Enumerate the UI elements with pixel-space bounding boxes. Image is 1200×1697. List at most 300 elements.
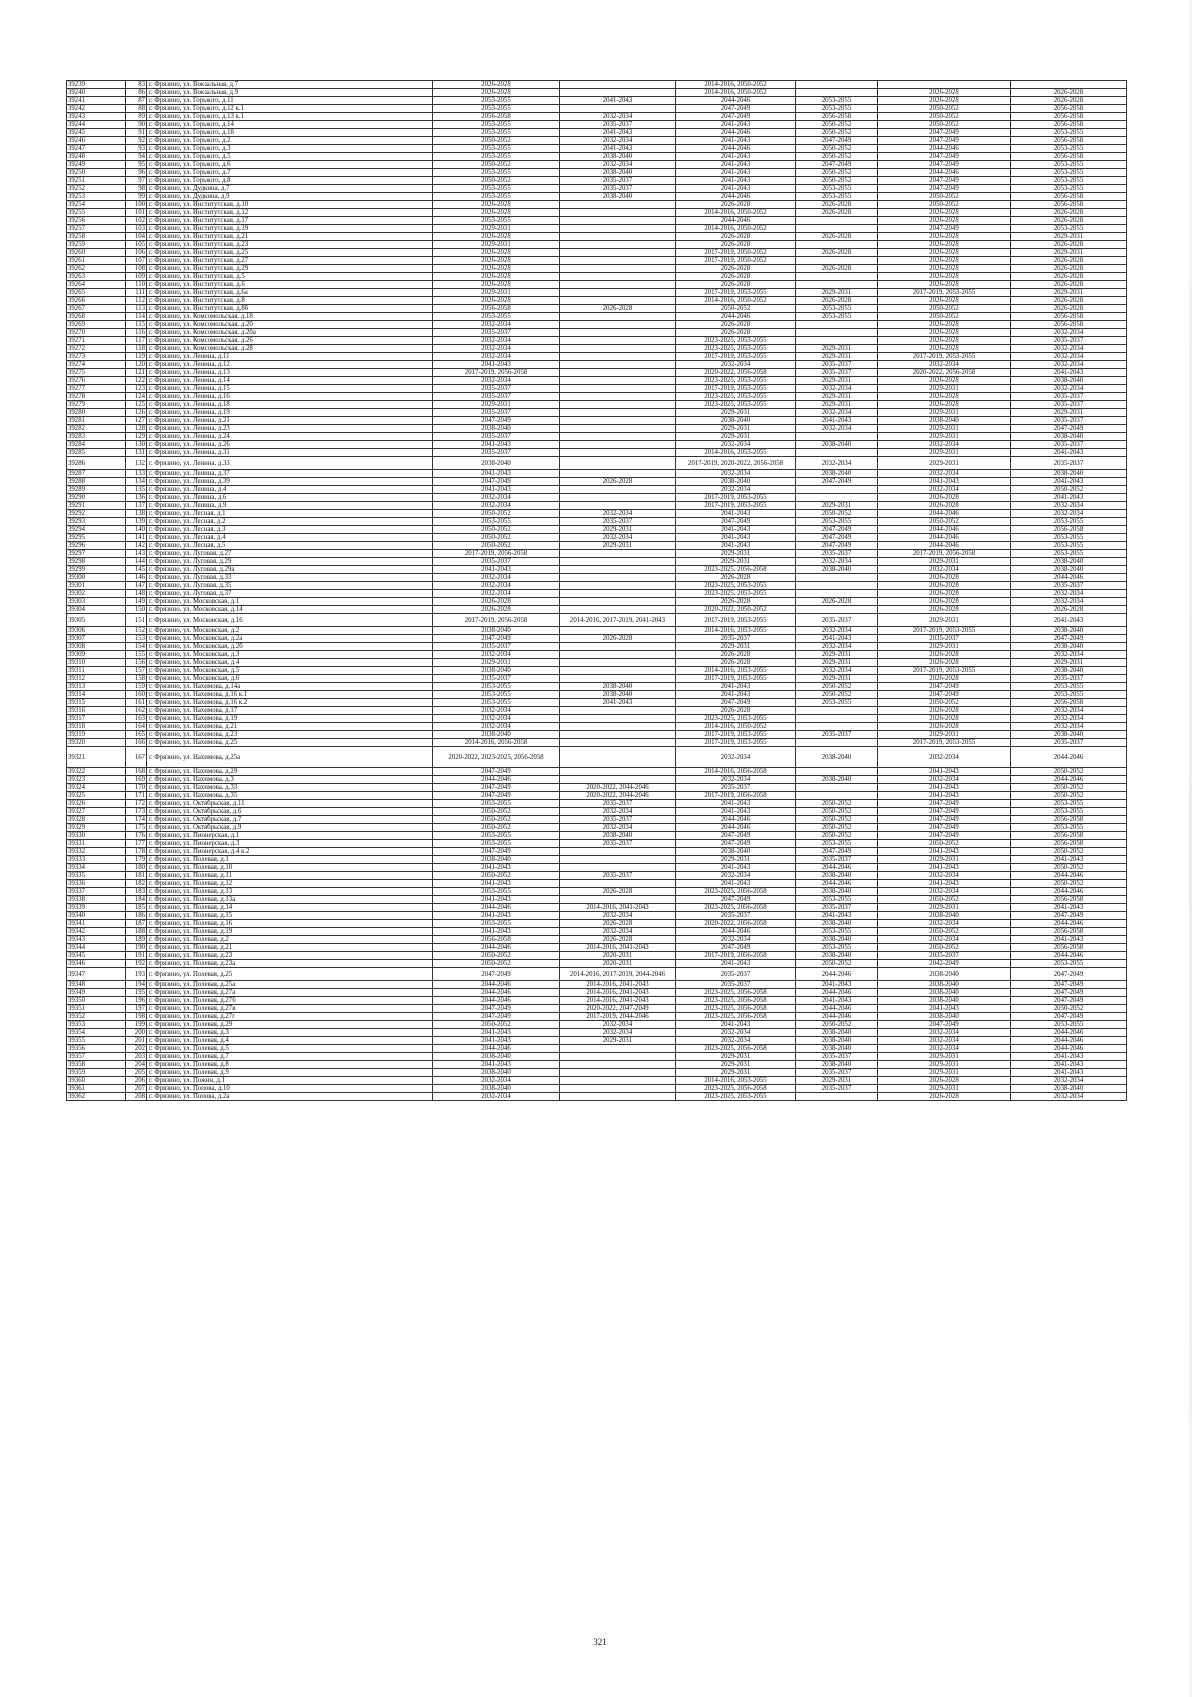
period-3-cell: 2041-2043	[676, 153, 796, 161]
row-id-cell: 39265	[67, 289, 126, 297]
period-2-cell: 2014-2016, 2017-2019, 2041-2043	[560, 614, 676, 627]
period-6-cell: 2035-2037	[1011, 457, 1127, 470]
table-row	[67, 329, 1127, 337]
period-1-cell: 2035-2037	[433, 449, 560, 457]
period-2-cell: 2035-2037	[560, 185, 676, 193]
period-6-cell: 2053-2055	[1011, 169, 1127, 177]
row-number-cell: 90	[126, 121, 147, 129]
period-3-cell: 2047-2049	[676, 832, 796, 840]
address-cell: г. Фрязино, ул. Ленина, д.9	[147, 502, 433, 510]
period-1-cell: 2041-2043	[433, 566, 560, 574]
period-2-cell	[560, 321, 676, 329]
period-5-cell: 2047-2049	[878, 129, 1011, 137]
period-2-cell: 2029-2031	[560, 542, 676, 550]
address-cell: г. Фрязино, ул. Комсомольская, д.18	[147, 313, 433, 321]
row-number-cell: 106	[126, 249, 147, 257]
period-5-cell: 2047-2049	[878, 1021, 1011, 1029]
period-1-cell: 2038-2040	[433, 856, 560, 864]
period-3-cell: 2020-2022, 2056-2058	[676, 369, 796, 377]
period-1-cell: 2047-2049	[433, 417, 560, 425]
period-1-cell: 2050-2052	[433, 137, 560, 145]
period-1-cell: 2050-2052	[433, 952, 560, 960]
period-4-cell: 2053-2055	[796, 313, 878, 321]
period-4-cell: 2044-2046	[796, 1013, 878, 1021]
period-1-cell: 2032-2034	[433, 1077, 560, 1085]
table-row	[67, 1053, 1127, 1061]
period-4-cell	[796, 707, 878, 715]
table-row	[67, 952, 1127, 960]
period-6-cell: 2032-2034	[1011, 1093, 1127, 1101]
row-id-cell: 39239	[67, 81, 126, 89]
period-6-cell: 2032-2034	[1011, 707, 1127, 715]
period-6-cell: 2035-2037	[1011, 401, 1127, 409]
period-4-cell: 2038-2040	[796, 888, 878, 896]
period-5-cell: 2029-2031	[878, 614, 1011, 627]
period-1-cell: 2053-2055	[433, 691, 560, 699]
row-id-cell: 39330	[67, 832, 126, 840]
row-id-cell: 39346	[67, 960, 126, 968]
period-3-cell: 2023-2025, 2056-2058	[676, 1045, 796, 1053]
row-id-cell: 39294	[67, 526, 126, 534]
period-3-cell: 2017-2019, 2053-2055	[676, 731, 796, 739]
row-id-cell: 39273	[67, 353, 126, 361]
period-6-cell: 2044-2046	[1011, 776, 1127, 784]
table-row	[67, 177, 1127, 185]
row-number-cell: 139	[126, 518, 147, 526]
table-row	[67, 667, 1127, 675]
table-row	[67, 1085, 1127, 1093]
row-number-cell: 137	[126, 502, 147, 510]
table-row	[67, 113, 1127, 121]
address-cell: г. Фрязино, ул. Полевая, д.1	[147, 856, 433, 864]
table-row	[67, 129, 1127, 137]
period-5-cell: 2047-2049	[878, 137, 1011, 145]
period-3-cell: 2032-2034	[676, 872, 796, 880]
period-6-cell: 2038-2040	[1011, 377, 1127, 385]
period-5-cell: 2032-2034	[878, 1029, 1011, 1037]
row-number-cell: 114	[126, 313, 147, 321]
row-id-cell: 39285	[67, 449, 126, 457]
period-2-cell: 2032-2034	[560, 113, 676, 121]
period-2-cell: 2035-2037	[560, 840, 676, 848]
row-id-cell: 39248	[67, 153, 126, 161]
period-2-cell	[560, 401, 676, 409]
period-6-cell: 2032-2034	[1011, 353, 1127, 361]
table-row	[67, 425, 1127, 433]
row-number-cell: 86	[126, 89, 147, 97]
row-id-cell: 39286	[67, 457, 126, 470]
period-6-cell: 2056-2058	[1011, 840, 1127, 848]
period-6-cell: 2056-2058	[1011, 137, 1127, 145]
period-4-cell: 2032-2034	[796, 425, 878, 433]
period-5-cell: 2026-2028	[878, 401, 1011, 409]
period-5-cell: 2026-2028	[878, 494, 1011, 502]
period-6-cell: 2047-2049	[1011, 912, 1127, 920]
table-row	[67, 768, 1127, 776]
address-cell: г. Фрязино, ул. Нахимова, д.35	[147, 792, 433, 800]
period-2-cell: 2026-2028	[560, 478, 676, 486]
period-4-cell: 2041-2043	[796, 417, 878, 425]
period-3-cell: 2017-2019, 2050-2052	[676, 249, 796, 257]
period-1-cell: 2026-2028	[433, 249, 560, 257]
table-row	[67, 675, 1127, 683]
row-number-cell: 154	[126, 643, 147, 651]
period-4-cell: 2032-2034	[796, 558, 878, 566]
period-5-cell: 2032-2034	[878, 566, 1011, 574]
period-1-cell: 2041-2043	[433, 1061, 560, 1069]
period-3-cell: 2026-2028	[676, 241, 796, 249]
period-1-cell: 2050-2052	[433, 542, 560, 550]
period-2-cell	[560, 550, 676, 558]
table-row	[67, 89, 1127, 97]
address-cell: г. Фрязино, ул. Ленина, д.19	[147, 409, 433, 417]
period-6-cell: 2035-2037	[1011, 337, 1127, 345]
period-3-cell: 2017-2019, 2053-2055	[676, 614, 796, 627]
row-id-cell: 39312	[67, 675, 126, 683]
period-5-cell: 2020-2022, 2056-2058	[878, 369, 1011, 377]
row-id-cell: 39315	[67, 699, 126, 707]
period-4-cell: 2038-2040	[796, 1037, 878, 1045]
row-id-cell: 39306	[67, 627, 126, 635]
period-1-cell: 2038-2040	[433, 457, 560, 470]
row-number-cell: 87	[126, 97, 147, 105]
period-2-cell	[560, 566, 676, 574]
period-1-cell: 2035-2037	[433, 329, 560, 337]
address-cell: г. Фрязино, ул. Институтская, д.27	[147, 257, 433, 265]
period-4-cell: 2053-2055	[796, 840, 878, 848]
period-4-cell: 2035-2037	[796, 1069, 878, 1077]
period-2-cell	[560, 1093, 676, 1101]
row-number-cell: 96	[126, 169, 147, 177]
period-6-cell: 2056-2058	[1011, 193, 1127, 201]
row-number-cell: 202	[126, 1045, 147, 1053]
table-row	[67, 337, 1127, 345]
period-3-cell: 2017-2019, 2020-2022, 2056-2058	[676, 457, 796, 470]
address-cell: г. Фрязино, ул. Пожин, д.1	[147, 1077, 433, 1085]
period-4-cell: 2032-2034	[796, 667, 878, 675]
row-id-cell: 39261	[67, 257, 126, 265]
period-3-cell: 2026-2028	[676, 707, 796, 715]
address-cell: г. Фрязино, ул. Ленина, д.13	[147, 369, 433, 377]
period-4-cell: 2050-2052	[796, 121, 878, 129]
period-6-cell: 2056-2058	[1011, 321, 1127, 329]
period-1-cell: 2056-2058	[433, 113, 560, 121]
address-cell: г. Фрязино, ул. Институтская, д.25	[147, 249, 433, 257]
period-1-cell: 2032-2034	[433, 337, 560, 345]
row-number-cell: 117	[126, 337, 147, 345]
period-6-cell: 2041-2043	[1011, 449, 1127, 457]
address-cell: г. Фрязино, ул. Полевая, д.27а	[147, 989, 433, 997]
row-number-cell: 103	[126, 225, 147, 233]
period-1-cell: 2038-2040	[433, 425, 560, 433]
period-3-cell: 2014-2016, 2050-2052	[676, 209, 796, 217]
period-2-cell	[560, 574, 676, 582]
table-row	[67, 816, 1127, 824]
period-4-cell	[796, 281, 878, 289]
table-row	[67, 321, 1127, 329]
row-id-cell: 39252	[67, 185, 126, 193]
period-6-cell: 2032-2034	[1011, 361, 1127, 369]
period-2-cell	[560, 776, 676, 784]
period-2-cell	[560, 361, 676, 369]
row-id-cell: 39251	[67, 177, 126, 185]
period-3-cell: 2017-2019, 2053-2055	[676, 353, 796, 361]
period-4-cell: 2035-2037	[796, 904, 878, 912]
address-cell: г. Фрязино, ул. Институтская, д.6	[147, 281, 433, 289]
table-row	[67, 345, 1127, 353]
row-id-cell: 39316	[67, 707, 126, 715]
period-3-cell: 2026-2028	[676, 265, 796, 273]
scan-edge-artifact	[1189, 0, 1192, 1697]
address-cell: г. Фрязино, ул. Полевая, д.16	[147, 920, 433, 928]
row-id-cell: 39322	[67, 768, 126, 776]
period-4-cell: 2047-2049	[796, 526, 878, 534]
period-1-cell: 2035-2037	[433, 393, 560, 401]
period-5-cell: 2041-2043	[878, 768, 1011, 776]
period-6-cell: 2026-2028	[1011, 281, 1127, 289]
period-1-cell: 2026-2028	[433, 257, 560, 265]
address-cell: г. Фрязино, ул. Луговая, д.27	[147, 550, 433, 558]
row-id-cell: 39288	[67, 478, 126, 486]
table-row	[67, 1037, 1127, 1045]
period-2-cell	[560, 582, 676, 590]
period-1-cell: 2029-2031	[433, 659, 560, 667]
address-cell: г. Фрязино, ул. Полевая, д.15	[147, 912, 433, 920]
period-5-cell: 2032-2034	[878, 920, 1011, 928]
period-6-cell: 2032-2034	[1011, 651, 1127, 659]
period-5-cell: 2017-2019, 2053-2055	[878, 739, 1011, 747]
period-6-cell: 2044-2046	[1011, 1029, 1127, 1037]
period-2-cell: 2032-2034	[560, 137, 676, 145]
period-5-cell: 2029-2031	[878, 425, 1011, 433]
period-4-cell: 2032-2034	[796, 643, 878, 651]
period-2-cell	[560, 297, 676, 305]
row-number-cell: 92	[126, 137, 147, 145]
period-6-cell: 2056-2058	[1011, 816, 1127, 824]
period-3-cell: 2032-2034	[676, 776, 796, 784]
period-1-cell: 2044-2046	[433, 1045, 560, 1053]
row-number-cell: 191	[126, 952, 147, 960]
table-row	[67, 233, 1127, 241]
period-6-cell: 2026-2028	[1011, 606, 1127, 614]
row-id-cell: 39256	[67, 217, 126, 225]
period-2-cell	[560, 257, 676, 265]
row-id-cell: 39270	[67, 329, 126, 337]
row-id-cell: 39337	[67, 888, 126, 896]
row-id-cell: 39355	[67, 1037, 126, 1045]
period-3-cell: 2044-2046	[676, 97, 796, 105]
table-row	[67, 377, 1127, 385]
row-id-cell: 39249	[67, 161, 126, 169]
row-id-cell: 39282	[67, 425, 126, 433]
period-4-cell	[796, 449, 878, 457]
address-cell: г. Фрязино, ул. Полевая, д.8	[147, 1061, 433, 1069]
row-number-cell: 205	[126, 1069, 147, 1077]
period-3-cell: 2029-2031	[676, 550, 796, 558]
row-id-cell: 39340	[67, 912, 126, 920]
period-3-cell: 2023-2025, 2053-2055	[676, 337, 796, 345]
period-2-cell	[560, 225, 676, 233]
address-cell: г. Фрязино, ул. Лесная, д.2	[147, 518, 433, 526]
period-3-cell: 2035-2037	[676, 912, 796, 920]
period-5-cell: 2041-2043	[878, 864, 1011, 872]
row-number-cell: 190	[126, 944, 147, 952]
address-cell: г. Фрязино, ул. Московская, д.5	[147, 667, 433, 675]
period-1-cell: 2038-2040	[433, 731, 560, 739]
period-2-cell: 2035-2037	[560, 800, 676, 808]
address-cell: г. Фрязино, ул. Полевая, д.3	[147, 1029, 433, 1037]
row-number-cell: 165	[126, 731, 147, 739]
row-number-cell: 153	[126, 635, 147, 643]
period-6-cell: 2044-2046	[1011, 920, 1127, 928]
period-2-cell: 2041-2043	[560, 97, 676, 105]
period-3-cell: 2029-2031	[676, 409, 796, 417]
period-2-cell: 2038-2040	[560, 153, 676, 161]
period-2-cell	[560, 731, 676, 739]
period-6-cell: 2050-2052	[1011, 848, 1127, 856]
period-2-cell: 2026-2028	[560, 635, 676, 643]
period-1-cell: 2047-2049	[433, 1013, 560, 1021]
period-2-cell: 2032-2034	[560, 1029, 676, 1037]
period-1-cell: 2050-2052	[433, 534, 560, 542]
period-5-cell: 2047-2049	[878, 691, 1011, 699]
table-row	[67, 635, 1127, 643]
period-5-cell: 2026-2028	[878, 590, 1011, 598]
period-1-cell: 2047-2049	[433, 848, 560, 856]
row-id-cell: 39264	[67, 281, 126, 289]
period-6-cell: 2041-2043	[1011, 1061, 1127, 1069]
address-cell: г. Фрязино, ул. Луговая, д.37	[147, 590, 433, 598]
period-4-cell: 2041-2043	[796, 912, 878, 920]
period-3-cell: 2017-2019, 2056-2058	[676, 792, 796, 800]
period-6-cell: 2056-2058	[1011, 153, 1127, 161]
period-4-cell: 2029-2031	[796, 393, 878, 401]
period-4-cell: 2050-2052	[796, 510, 878, 518]
table-row	[67, 193, 1127, 201]
table-row	[67, 105, 1127, 113]
address-cell: г. Фрязино, ул. Горького, д.12 к.1	[147, 105, 433, 113]
period-2-cell: 2032-2034	[560, 824, 676, 832]
period-1-cell: 2053-2055	[433, 129, 560, 137]
address-cell: г. Фрязино, ул. Горького, д.3	[147, 145, 433, 153]
period-2-cell: 2032-2034	[560, 161, 676, 169]
period-6-cell: 2032-2034	[1011, 385, 1127, 393]
period-3-cell: 2023-2025, 2056-2058	[676, 1013, 796, 1021]
row-number-cell: 185	[126, 904, 147, 912]
period-3-cell: 2026-2028	[676, 321, 796, 329]
table-row	[67, 1021, 1127, 1029]
period-5-cell: 2044-2046	[878, 145, 1011, 153]
period-5-cell: 2026-2028	[878, 715, 1011, 723]
period-4-cell: 2032-2034	[796, 385, 878, 393]
period-5-cell: 2032-2034	[878, 361, 1011, 369]
period-5-cell: 2029-2031	[878, 1085, 1011, 1093]
row-number-cell: 166	[126, 739, 147, 747]
period-4-cell	[796, 241, 878, 249]
period-3-cell: 2020-2022, 2050-2052	[676, 606, 796, 614]
period-5-cell: 2044-2046	[878, 534, 1011, 542]
table-row	[67, 121, 1127, 129]
table-row	[67, 904, 1127, 912]
row-id-cell: 39278	[67, 393, 126, 401]
period-1-cell: 2026-2028	[433, 233, 560, 241]
address-cell: г. Фрязино, ул. Полевая, д.25а	[147, 981, 433, 989]
period-2-cell: 2035-2037	[560, 177, 676, 185]
period-3-cell: 2026-2028	[676, 281, 796, 289]
period-1-cell: 2026-2028	[433, 265, 560, 273]
period-3-cell: 2041-2043	[676, 185, 796, 193]
period-4-cell: 2053-2055	[796, 305, 878, 313]
period-1-cell: 2053-2055	[433, 840, 560, 848]
period-3-cell: 2038-2040	[676, 478, 796, 486]
period-6-cell: 2041-2043	[1011, 369, 1127, 377]
address-cell: г. Фрязино, ул. Горького, д.2	[147, 137, 433, 145]
period-6-cell: 2029-2031	[1011, 233, 1127, 241]
row-id-cell: 39253	[67, 193, 126, 201]
table-row	[67, 457, 1127, 470]
table-row	[67, 888, 1127, 896]
period-4-cell: 2038-2040	[796, 1061, 878, 1069]
period-3-cell: 2026-2028	[676, 273, 796, 281]
period-3-cell: 2014-2016, 2050-2052	[676, 225, 796, 233]
period-3-cell: 2041-2043	[676, 800, 796, 808]
period-4-cell: 2047-2049	[796, 161, 878, 169]
period-2-cell	[560, 385, 676, 393]
period-6-cell: 2047-2049	[1011, 1013, 1127, 1021]
row-id-cell: 39297	[67, 550, 126, 558]
row-number-cell: 100	[126, 201, 147, 209]
period-1-cell: 2032-2034	[433, 353, 560, 361]
address-cell: г. Фрязино, ул. Полевая, д.19	[147, 928, 433, 936]
period-4-cell	[796, 217, 878, 225]
table-row	[67, 201, 1127, 209]
row-number-cell: 168	[126, 768, 147, 776]
period-5-cell: 2032-2034	[878, 486, 1011, 494]
period-2-cell	[560, 281, 676, 289]
period-4-cell: 2041-2043	[796, 981, 878, 989]
row-number-cell: 109	[126, 273, 147, 281]
period-1-cell: 2017-2019, 2056-2058	[433, 614, 560, 627]
period-2-cell: 2038-2040	[560, 683, 676, 691]
period-3-cell: 2047-2049	[676, 944, 796, 952]
period-2-cell	[560, 457, 676, 470]
row-number-cell: 208	[126, 1093, 147, 1101]
row-id-cell: 39299	[67, 566, 126, 574]
row-number-cell: 161	[126, 699, 147, 707]
period-6-cell: 2050-2052	[1011, 784, 1127, 792]
address-cell: г. Фрязино, ул. Октябрьская, д.11	[147, 800, 433, 808]
period-5-cell: 2047-2049	[878, 800, 1011, 808]
period-2-cell	[560, 659, 676, 667]
period-4-cell: 2050-2052	[796, 145, 878, 153]
row-id-cell: 39241	[67, 97, 126, 105]
table-row	[67, 153, 1127, 161]
period-3-cell: 2026-2028	[676, 233, 796, 241]
period-3-cell: 2029-2031	[676, 643, 796, 651]
table-row	[67, 417, 1127, 425]
address-cell: г. Фрязино, ул. Полевая, д.9	[147, 1069, 433, 1077]
row-id-cell: 39247	[67, 145, 126, 153]
period-4-cell: 2050-2052	[796, 832, 878, 840]
period-5-cell: 2050-2052	[878, 121, 1011, 129]
period-2-cell	[560, 105, 676, 113]
address-cell: г. Фрязино, ул. Комсомольская, д.26	[147, 337, 433, 345]
period-3-cell: 2044-2046	[676, 193, 796, 201]
period-5-cell: 2017-2019, 2053-2055	[878, 667, 1011, 675]
period-2-cell: 2032-2034	[560, 928, 676, 936]
row-number-cell: 204	[126, 1061, 147, 1069]
period-5-cell: 2044-2046	[878, 526, 1011, 534]
